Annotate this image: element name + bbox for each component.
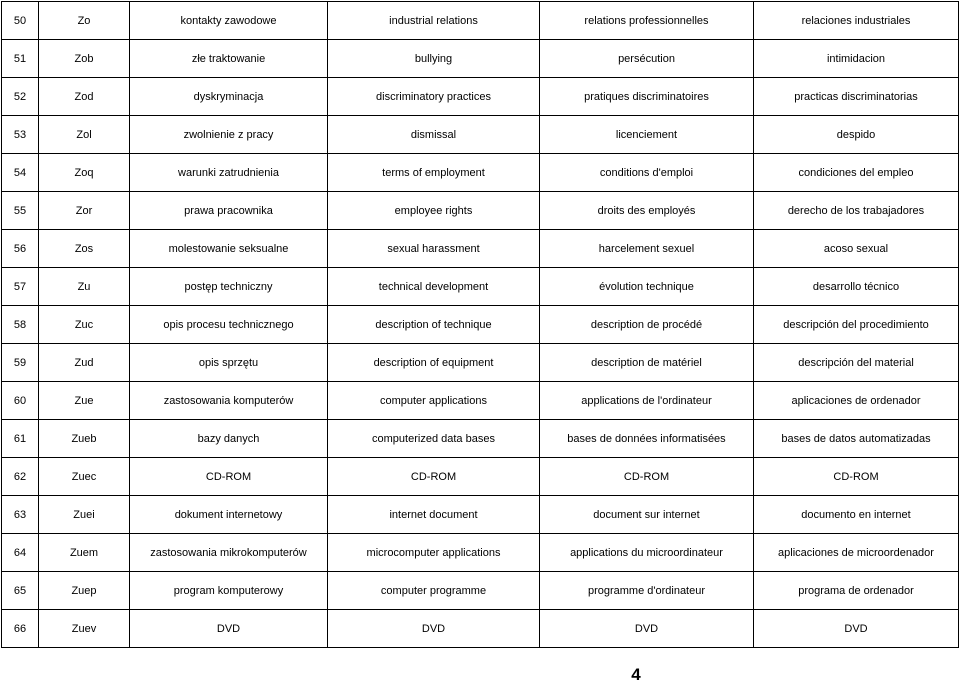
term-spanish: practicas discriminatorias: [754, 78, 959, 116]
term-english: industrial relations: [328, 2, 540, 40]
table-row: [2, 192, 959, 230]
classification-code: Zuem: [39, 534, 130, 572]
term-french: applications de l'ordinateur: [540, 382, 754, 420]
classification-code: Zod: [39, 78, 130, 116]
term-english: description of technique: [328, 306, 540, 344]
row-number: 54: [2, 154, 39, 192]
term-polish: kontakty zawodowe: [130, 2, 328, 40]
term-polish: zastosowania komputerów: [130, 382, 328, 420]
classification-code: Zos: [39, 230, 130, 268]
table-row: [2, 572, 959, 610]
glossary-table: [1, 1, 959, 648]
term-english: microcomputer applications: [328, 534, 540, 572]
term-english: dismissal: [328, 116, 540, 154]
term-polish: bazy danych: [130, 420, 328, 458]
glossary-body: [2, 2, 959, 648]
term-french: applications du microordinateur: [540, 534, 754, 572]
classification-code: Zuec: [39, 458, 130, 496]
term-french: CD-ROM: [540, 458, 754, 496]
table-row: [2, 78, 959, 116]
term-french: droits des employés: [540, 192, 754, 230]
term-french: programme d'ordinateur: [540, 572, 754, 610]
term-french: description de procédé: [540, 306, 754, 344]
row-number: 52: [2, 78, 39, 116]
term-english: bullying: [328, 40, 540, 78]
term-french: bases de données informatisées: [540, 420, 754, 458]
term-spanish: descripción del procedimiento: [754, 306, 959, 344]
row-number: 55: [2, 192, 39, 230]
term-english: computerized data bases: [328, 420, 540, 458]
term-spanish: despido: [754, 116, 959, 154]
table-row: [2, 382, 959, 420]
row-number: 56: [2, 230, 39, 268]
table-row: [2, 116, 959, 154]
term-french: pratiques discriminatoires: [540, 78, 754, 116]
row-number: 62: [2, 458, 39, 496]
table-row: [2, 534, 959, 572]
term-spanish: condiciones del empleo: [754, 154, 959, 192]
classification-code: Zoq: [39, 154, 130, 192]
term-french: licenciement: [540, 116, 754, 154]
term-french: document sur internet: [540, 496, 754, 534]
term-polish: CD-ROM: [130, 458, 328, 496]
classification-code: Zuc: [39, 306, 130, 344]
term-polish: zastosowania mikrokomputerów: [130, 534, 328, 572]
table-row: [2, 496, 959, 534]
term-spanish: CD-ROM: [754, 458, 959, 496]
term-english: sexual harassment: [328, 230, 540, 268]
classification-code: Zuei: [39, 496, 130, 534]
row-number: 60: [2, 382, 39, 420]
page-number: 4: [631, 665, 641, 684]
term-polish: molestowanie seksualne: [130, 230, 328, 268]
term-spanish: descripción del material: [754, 344, 959, 382]
classification-code: Zu: [39, 268, 130, 306]
term-polish: postęp techniczny: [130, 268, 328, 306]
classification-code: Zol: [39, 116, 130, 154]
table-row: [2, 2, 959, 40]
classification-code: Zuep: [39, 572, 130, 610]
term-polish: warunki zatrudnienia: [130, 154, 328, 192]
term-french: persécution: [540, 40, 754, 78]
term-polish: opis procesu technicznego: [130, 306, 328, 344]
term-spanish: intimidacion: [754, 40, 959, 78]
row-number: 59: [2, 344, 39, 382]
term-french: relations professionnelles: [540, 2, 754, 40]
term-spanish: DVD: [754, 610, 959, 648]
table-row: [2, 458, 959, 496]
row-number: 53: [2, 116, 39, 154]
term-english: description of equipment: [328, 344, 540, 382]
classification-code: Zob: [39, 40, 130, 78]
table-row: [2, 154, 959, 192]
term-spanish: aplicaciones de ordenador: [754, 382, 959, 420]
term-spanish: desarrollo técnico: [754, 268, 959, 306]
term-spanish: documento en internet: [754, 496, 959, 534]
classification-code: Zue: [39, 382, 130, 420]
row-number: 64: [2, 534, 39, 572]
term-polish: program komputerowy: [130, 572, 328, 610]
term-english: computer programme: [328, 572, 540, 610]
term-spanish: derecho de los trabajadores: [754, 192, 959, 230]
classification-code: Zueb: [39, 420, 130, 458]
row-number: 51: [2, 40, 39, 78]
term-english: internet document: [328, 496, 540, 534]
term-english: technical development: [328, 268, 540, 306]
term-spanish: programa de ordenador: [754, 572, 959, 610]
term-french: conditions d'emploi: [540, 154, 754, 192]
row-number: 61: [2, 420, 39, 458]
term-polish: DVD: [130, 610, 328, 648]
term-polish: opis sprzętu: [130, 344, 328, 382]
term-french: harcelement sexuel: [540, 230, 754, 268]
term-polish: zwolnienie z pracy: [130, 116, 328, 154]
row-number: 50: [2, 2, 39, 40]
table-row: [2, 420, 959, 458]
row-number: 65: [2, 572, 39, 610]
row-number: 66: [2, 610, 39, 648]
term-polish: dokument internetowy: [130, 496, 328, 534]
term-french: évolution technique: [540, 268, 754, 306]
term-polish: prawa pracownika: [130, 192, 328, 230]
table-row: [2, 344, 959, 382]
table-row: [2, 306, 959, 344]
classification-code: Zud: [39, 344, 130, 382]
term-polish: dyskryminacja: [130, 78, 328, 116]
term-french: description de matériel: [540, 344, 754, 382]
term-spanish: relaciones industriales: [754, 2, 959, 40]
table-row: [2, 40, 959, 78]
row-number: 57: [2, 268, 39, 306]
term-french: DVD: [540, 610, 754, 648]
term-english: employee rights: [328, 192, 540, 230]
classification-code: Zuev: [39, 610, 130, 648]
term-spanish: aplicaciones de microordenador: [754, 534, 959, 572]
term-english: CD-ROM: [328, 458, 540, 496]
term-english: computer applications: [328, 382, 540, 420]
term-spanish: bases de datos automatizadas: [754, 420, 959, 458]
table-row: [2, 268, 959, 306]
classification-code: Zor: [39, 192, 130, 230]
term-english: discriminatory practices: [328, 78, 540, 116]
table-row: [2, 230, 959, 268]
row-number: 63: [2, 496, 39, 534]
row-number: 58: [2, 306, 39, 344]
term-english: terms of employment: [328, 154, 540, 192]
term-polish: złe traktowanie: [130, 40, 328, 78]
term-english: DVD: [328, 610, 540, 648]
term-spanish: acoso sexual: [754, 230, 959, 268]
classification-code: Zo: [39, 2, 130, 40]
table-row: [2, 610, 959, 648]
